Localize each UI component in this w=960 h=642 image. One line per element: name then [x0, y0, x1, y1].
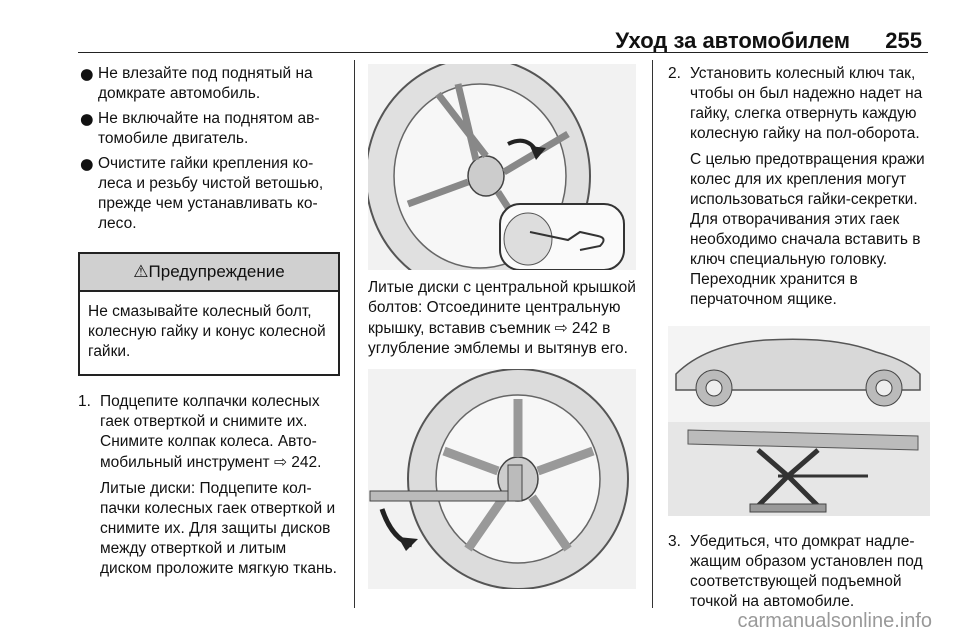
page-header: [0, 0, 960, 56]
bullet-icon: ●: [80, 65, 94, 83]
step-1: [78, 392, 340, 579]
header-divider: [78, 52, 928, 53]
car-jack-svg: [668, 326, 930, 516]
safety-list: [78, 64, 340, 234]
step-number: 1.: [78, 393, 91, 410]
watermark: carmanualsonline.info: [737, 610, 932, 632]
step-2: [668, 64, 930, 310]
bullet-icon: ●: [80, 155, 94, 173]
warning-icon: ⚠: [133, 262, 149, 282]
warning-header: [80, 254, 338, 292]
bullet-icon: ●: [80, 110, 94, 128]
column-divider-right: [652, 60, 653, 608]
warning-title: Предупреждение: [148, 262, 285, 281]
column-divider-left: [354, 60, 355, 608]
step-text: Литые диски: Подцепите колпачки колесных гаек отверткой и снимите их. Для защиты дисков между отверткой и литым диском проложите мягкую ткань.: [100, 480, 337, 577]
page-reference-icon: ⇨: [554, 319, 568, 337]
page-title: Уход за автомобилем: [615, 28, 850, 53]
step-text: Установить колесный ключ так, чтобы он был надежно надет на гайку, слегка отвернуть каждую колесную гайку на пол-оборота.: [690, 65, 923, 142]
step-text: С целью предотвращения кражи колес для их крепления могут использоваться гайки-секретки. Для отворачивания этих гаек необходимо сначала вставить в ключ специальную головку. Переходник хранится в перчаточном ящике.: [690, 151, 925, 308]
step-text: Убедиться, что домкрат надлежащим образом установлен под соответствующей подъемной точкой на автомобиле.: [690, 533, 923, 610]
page-number: 255: [885, 28, 922, 53]
step-number: 2.: [668, 65, 681, 82]
page-reference-icon: ⇨: [273, 453, 287, 471]
figure-caption: Литые диски с центральной крышкой болтов: Отсоедините центральную крышку, вставив съемник ⇨ 242 в углубление эмблемы и вытянув его.: [368, 279, 636, 357]
wheel-wrench-illustration: [368, 369, 636, 589]
wheel-wrench-svg: [368, 369, 636, 589]
column-right: [668, 64, 930, 618]
list-item: ● Очистите гайки крепления колеса и резьбу чистой ветошью, прежде чем устанавливать колесо.: [80, 155, 324, 232]
step-number: 3.: [668, 533, 681, 550]
step-text: Подцепите колпачки колесных гаек отверткой и снимите их. Снимите колпак колеса. Автомобильный инструмент ⇨ 242.: [100, 393, 322, 471]
list-item: ● Не включайте на поднятом автомобиле двигатель.: [80, 110, 320, 147]
warning-text: Не смазывайте колесный болт, колесную гайку и конус колесной гайки.: [88, 303, 326, 360]
car-jack-illustration: [668, 326, 930, 516]
wheel-cap-illustration: [368, 64, 636, 270]
list-item: ● Не влезайте под поднятый на домкрате автомобиль.: [80, 65, 313, 102]
column-middle: [368, 64, 636, 589]
warning-box: [78, 252, 340, 376]
wheel-cap-svg: [368, 64, 636, 270]
step-3: [668, 532, 930, 612]
column-left: [78, 64, 340, 585]
